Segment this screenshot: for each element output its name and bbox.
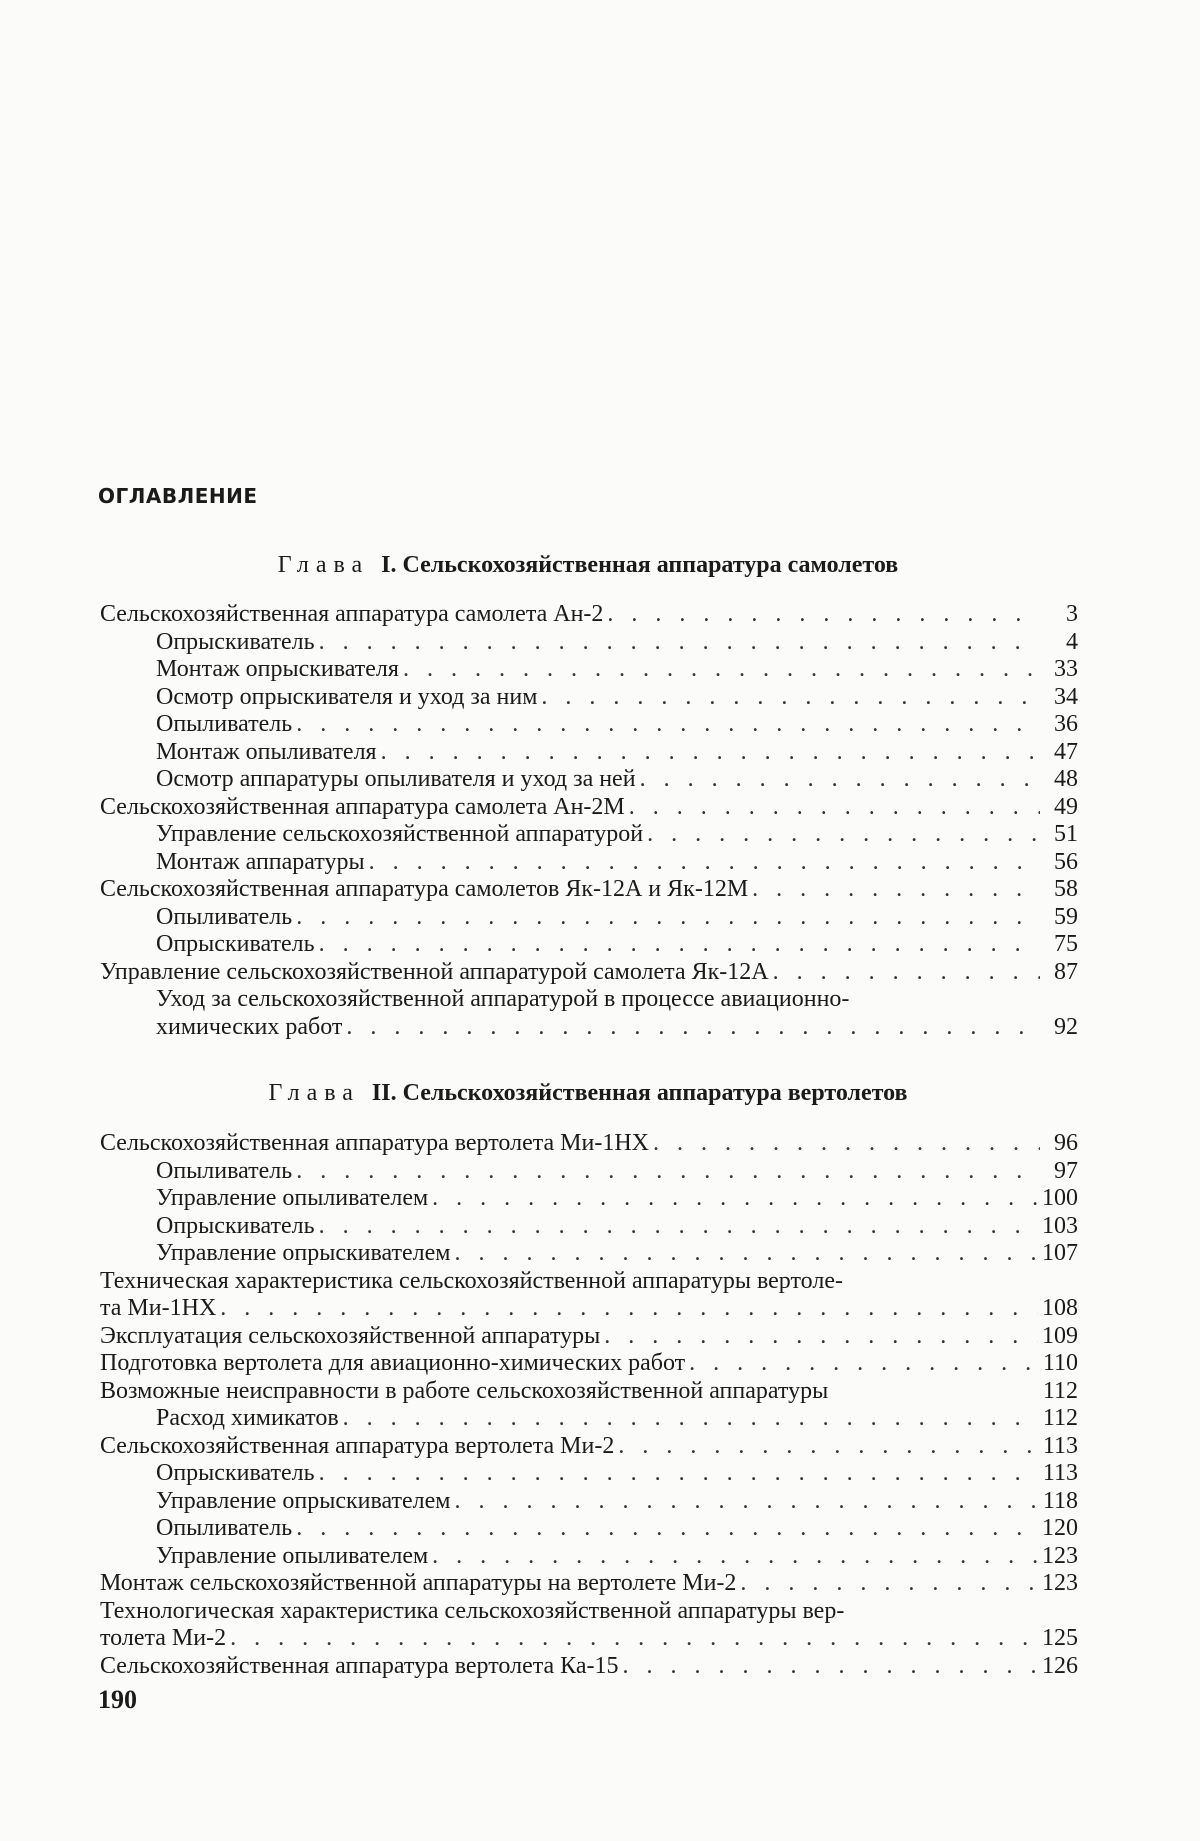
leader-dots — [343, 1405, 1039, 1433]
leader-dots — [319, 629, 1040, 657]
toc-entry-text: Опыливатель — [156, 711, 293, 737]
toc-entry-text: Монтаж опрыскивателя — [156, 656, 399, 682]
toc-entry-text: Управление опыливателем — [156, 1542, 429, 1569]
toc-entry-page: 3 — [1066, 601, 1078, 627]
toc-entry-text: Эксплуатация сельскохозяйственной аппаратуры — [100, 1322, 601, 1349]
toc-entry — [100, 959, 1078, 987]
toc-entry-text: Осмотр аппаратуры опыливателя и уход за ней — [156, 766, 636, 792]
toc-entry-text: Управление сельскохозяйственной аппаратурой — [156, 821, 644, 847]
toc-entry — [100, 1240, 1078, 1268]
toc-entry-continuation: толета Ми-2 — [100, 1625, 227, 1651]
toc-entry-text: Сельскохозяйственная аппаратура вертолета Ми-2 — [100, 1432, 615, 1459]
toc-entry-text: Сельскохозяйственная аппаратура самолета Ан-2 — [100, 601, 604, 627]
leader-dots — [346, 1014, 1040, 1042]
toc-entry-page: 100 — [1042, 1185, 1078, 1211]
toc-entry-text: Осмотр опрыскивателя и уход за ним — [156, 683, 538, 710]
chapter-heading-2 — [98, 1080, 1078, 1107]
chapter-number: II. — [371, 1080, 397, 1106]
toc-list-chapter-2 — [100, 1130, 1078, 1680]
chapter-number: I. — [381, 552, 397, 578]
toc-entry-page: 103 — [1042, 1212, 1078, 1239]
chapter-word: Глава — [277, 552, 370, 578]
toc-entry — [100, 601, 1078, 629]
toc-entry-page: 4 — [1066, 628, 1078, 655]
toc-entry-page: 120 — [1042, 1515, 1078, 1541]
toc-entry-page: 36 — [1054, 711, 1078, 737]
toc-entry-page: 123 — [1042, 1570, 1078, 1596]
toc-entry-text: Монтаж опыливателя — [156, 738, 377, 765]
chapter-word: Глава — [268, 1080, 360, 1106]
toc-entry-text: Сельскохозяйственная аппаратура вертолета Ка-15 — [100, 1652, 619, 1679]
leader-dots — [618, 1433, 1039, 1461]
toc-entry-text: Монтаж аппаратуры — [156, 848, 365, 875]
toc-entry-page: 123 — [1042, 1542, 1078, 1569]
leader-dots — [381, 739, 1040, 767]
leader-dots — [319, 1460, 1039, 1488]
toc-entry-text: Опрыскиватель — [156, 1460, 315, 1486]
toc-entry-page: 87 — [1054, 958, 1078, 985]
toc-entry — [100, 766, 1078, 794]
toc-entry — [100, 711, 1078, 739]
toc-entry-text: Подготовка вертолета для авиационно-химических работ — [100, 1350, 686, 1376]
leader-dots — [220, 1295, 1038, 1323]
toc-entry — [100, 1515, 1078, 1543]
toc-entry — [100, 986, 1078, 1041]
leader-dots — [369, 849, 1040, 877]
page-title: ОГЛАВЛЕНИЕ — [98, 484, 258, 508]
toc-entry — [100, 684, 1078, 712]
toc-entry-text: Опрыскиватель — [156, 931, 315, 957]
toc-entry-text: Опыливатель — [156, 1515, 293, 1541]
toc-entry — [100, 1213, 1078, 1241]
toc-entry-page: 108 — [1042, 1295, 1078, 1321]
toc-entry-page: 112 — [1042, 1405, 1078, 1431]
leader-dots — [623, 1653, 1039, 1681]
toc-entry — [100, 849, 1078, 877]
toc-entry-page: 92 — [1054, 1013, 1078, 1040]
leader-dots — [640, 766, 1040, 794]
leader-dots — [296, 1515, 1038, 1543]
toc-entry — [100, 1598, 1078, 1653]
leader-dots — [541, 684, 1040, 712]
toc-entry-page: 48 — [1054, 766, 1078, 792]
toc-entry — [100, 1185, 1078, 1213]
toc-entry — [100, 1378, 1078, 1406]
leader-dots — [296, 711, 1040, 739]
toc-entry — [100, 1433, 1078, 1461]
leader-dots — [647, 821, 1040, 849]
toc-entry-page: 107 — [1042, 1240, 1078, 1266]
leader-dots — [403, 656, 1040, 684]
toc-entry-text: Уход за сельскохозяйственной аппаратурой в процессе авиационно- — [156, 986, 850, 1012]
leader-dots — [653, 1130, 1040, 1158]
leader-dots — [607, 601, 1040, 629]
toc-entry-page: 110 — [1042, 1350, 1078, 1376]
toc-entry-page: 49 — [1054, 793, 1078, 820]
toc-entry-continuation: та Ми-1НХ — [100, 1295, 217, 1321]
toc-entry-text: Технологическая характеристика сельскохозяйственной аппаратуры вер- — [100, 1597, 845, 1624]
toc-entry-page: 118 — [1042, 1487, 1078, 1514]
toc-entry-page: 125 — [1042, 1625, 1078, 1651]
toc-entry-text: Опыливатель — [156, 903, 293, 930]
toc-entry-page: 97 — [1054, 1157, 1078, 1184]
toc-entry-page: 56 — [1054, 848, 1078, 875]
toc-entry — [100, 1488, 1078, 1516]
toc-entry-continuation: химических работ — [156, 1013, 343, 1040]
leader-dots — [432, 1543, 1038, 1571]
leader-dots — [752, 876, 1040, 904]
toc-entry — [100, 794, 1078, 822]
toc-entry-text: Сельскохозяйственная аппаратура самолета Ан-2М — [100, 793, 625, 820]
leader-dots — [319, 931, 1040, 959]
toc-entry-text: Управление опрыскивателем — [156, 1487, 451, 1514]
toc-entry-page: 47 — [1054, 738, 1078, 765]
toc-entry-page: 33 — [1054, 656, 1078, 682]
toc-entry-text: Монтаж сельскохозяйственной аппаратуры на вертолете Ми-2 — [100, 1570, 737, 1596]
chapter-heading-1 — [98, 552, 1078, 579]
toc-entry — [100, 656, 1078, 684]
toc-entry — [100, 821, 1078, 849]
leader-dots — [773, 959, 1040, 987]
chapter-title: Сельскохозяйственная аппаратура самолетов — [402, 552, 899, 578]
toc-entry-page: 113 — [1042, 1460, 1078, 1486]
leader-dots — [740, 1570, 1038, 1598]
toc-entry-text: Сельскохозяйственная аппаратура самолетов Як-12А и Як-12М — [100, 876, 749, 902]
toc-list-chapter-1 — [100, 601, 1078, 1041]
leader-dots — [296, 1158, 1040, 1186]
toc-entry-page: 34 — [1054, 683, 1078, 710]
toc-entry-page: 59 — [1054, 903, 1078, 930]
toc-entry — [100, 876, 1078, 904]
toc-entry — [100, 629, 1078, 657]
toc-entry-page: 96 — [1054, 1130, 1078, 1156]
toc-entry — [100, 1158, 1078, 1186]
toc-entry-page: 51 — [1054, 821, 1078, 847]
toc-entry-text: Расход химикатов — [156, 1405, 339, 1431]
toc-entry-text: Управление сельскохозяйственной аппаратурой самолета Як-12А — [100, 958, 769, 985]
chapter-title: Сельскохозяйственная аппаратура вертолетов — [402, 1080, 908, 1106]
toc-entry — [100, 1653, 1078, 1681]
toc-entry-page: 75 — [1054, 931, 1078, 957]
leader-dots — [629, 794, 1040, 822]
toc-entry — [100, 931, 1078, 959]
leader-dots — [296, 904, 1040, 932]
toc-entry-page: 112 — [1042, 1377, 1078, 1404]
leader-dots — [689, 1350, 1039, 1378]
toc-entry — [100, 1570, 1078, 1598]
toc-entry-text: Опыливатель — [156, 1157, 293, 1184]
toc-entry — [100, 904, 1078, 932]
toc-entry-page: 113 — [1042, 1432, 1078, 1459]
toc-entry — [100, 1323, 1078, 1351]
leader-dots — [455, 1240, 1039, 1268]
toc-entry-text: Опрыскиватель — [156, 628, 315, 655]
toc-entry — [100, 1405, 1078, 1433]
page-number: 190 — [98, 1685, 137, 1714]
leader-dots — [319, 1213, 1038, 1241]
toc-entry — [100, 1268, 1078, 1323]
toc-entry-page: 126 — [1042, 1652, 1078, 1679]
toc-entry — [100, 1543, 1078, 1571]
leader-dots — [230, 1625, 1038, 1653]
toc-entry-text: Опрыскиватель — [156, 1212, 315, 1239]
toc-entry — [100, 1350, 1078, 1378]
toc-entry-text: Управление опрыскивателем — [156, 1240, 451, 1266]
leader-dots — [455, 1488, 1039, 1516]
toc-entry-text: Техническая характеристика сельскохозяйственной аппаратуры вертоле- — [100, 1267, 843, 1294]
leader-dots — [432, 1185, 1038, 1213]
toc-entry-text: Сельскохозяйственная аппаратура вертолета Ми-1НХ — [100, 1130, 649, 1156]
toc-entry-text: Управление опыливателем — [156, 1185, 429, 1211]
toc-entry — [100, 1130, 1078, 1158]
toc-entry-text: Возможные неисправности в работе сельскохозяйственной аппаратуры — [100, 1377, 829, 1404]
toc-entry-page: 58 — [1054, 876, 1078, 902]
leader-dots — [604, 1323, 1038, 1351]
toc-entry — [100, 1460, 1078, 1488]
toc-entry-page: 109 — [1042, 1322, 1078, 1349]
toc-entry — [100, 739, 1078, 767]
